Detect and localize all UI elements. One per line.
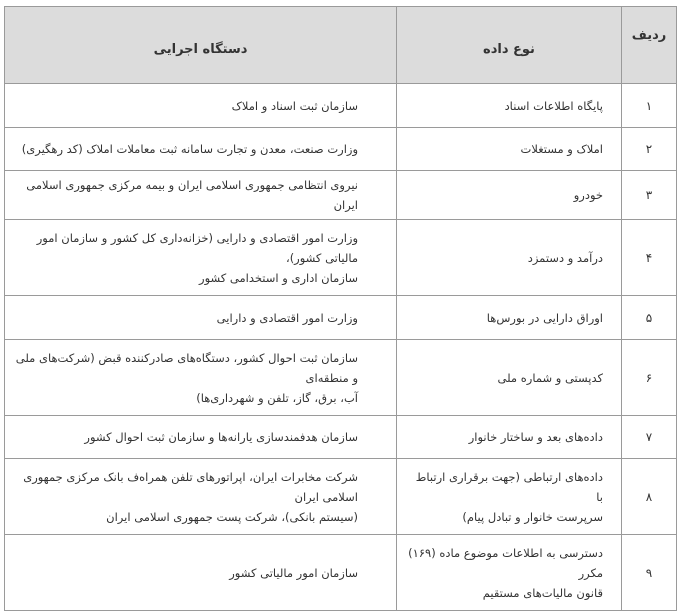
row-number: ۱ [622,84,677,128]
executive-body-text: سازمان ثبت اسناد و املاک [231,98,358,113]
executive-body-text: وزارت صنعت، معدن و تجارت سامانه ثبت معاملات املاک (کد رهگیری) [21,142,358,156]
table-row [5,296,677,340]
row-number: ۵ [622,296,677,340]
data-type-text: درآمد و دستمزد [527,250,603,265]
table-row [5,128,677,171]
data-type-text: کدپستی و شماره ملی [497,370,603,385]
executive-body-text: آب، برق، گاز، تلفن و شهرداری‌ها) [196,390,358,405]
executive-body-cell [5,84,397,128]
data-type-cell [397,535,622,611]
table-row [5,535,677,611]
header-data-type: نوع داده [397,7,622,84]
data-type-cell [397,340,622,416]
executive-body-text: سازمان ثبت احوال کشور، دستگاه‌های صادرکننده قبض (شرکت‌های ملی و منطقه‌ای [15,350,358,385]
data-type-cell [397,128,622,171]
data-type-cell [397,84,622,128]
executive-body-text: شرکت مخابرات ایران، اپراتورهای تلفن همراه‌ف بانک مرکزی جمهوری اسلامی ایران [23,469,358,504]
data-type-cell [397,296,622,340]
data-type-text: قانون مالیات‌های مستقیم [482,585,603,600]
row-number: ۴ [622,220,677,296]
table-row [5,416,677,459]
row-number: ۳ [622,171,677,220]
data-type-text: اوراق دارایی در بورس‌ها [486,310,603,325]
executive-body-text: نیروی انتظامی جمهوری اسلامی ایران و بیمه مرکزی جمهوری اسلامی ایران [26,178,358,212]
row-number: ۹ [622,535,677,611]
executive-body-cell [5,340,397,416]
data-type-text: املاک و مستغلات [520,142,603,156]
executive-body-text: سازمان امور مالیاتی کشور [229,565,358,580]
table-row [5,220,677,296]
data-type-text: سرپرست خانوار و تبادل پیام) [462,509,603,524]
row-number: ۸ [622,459,677,535]
data-type-cell [397,416,622,459]
table-row [5,340,677,416]
executive-body-cell [5,171,397,220]
data-type-cell [397,171,622,220]
executive-body-text: وزارت امور اقتصادی و دارایی (خزانه‌داری کل کشور و سازمان امور مالیاتی کشور)، [36,230,358,265]
executive-body-text: سازمان اداری و استخدامی کشور [199,270,358,285]
header-row [5,7,677,84]
executive-body-cell [5,220,397,296]
data-type-text: خودرو [573,188,603,202]
data-table [4,6,677,611]
table-row [5,171,677,220]
row-number: ۲ [622,128,677,171]
data-type-text: داده‌های بعد و ساختار خانوار [468,430,603,444]
data-type-text: داده‌های ارتباطی (جهت برقراری ارتباط با [415,469,603,504]
header-executive-body: دستگاه اجرایی [5,7,397,84]
executive-body-text: وزارت امور اقتصادی و دارایی [216,310,358,325]
data-type-text: دسترسی به اطلاعات موضوع ماده (۱۶۹) مکرر [408,545,603,580]
data-type-cell [397,220,622,296]
table-row [5,459,677,535]
executive-body-cell [5,459,397,535]
executive-body-text: سازمان هدفمندسازی یارانه‌ها و سازمان ثبت احوال کشور [84,430,358,444]
header-row-number: ردیف [622,7,677,84]
executive-body-text: (سیستم بانکی)، شرکت پست جمهوری اسلامی ایران [106,509,358,524]
data-type-text: پایگاه اطلاعات اسناد [504,98,603,113]
row-number: ۷ [622,416,677,459]
executive-body-cell [5,296,397,340]
table-row [5,84,677,128]
row-number: ۶ [622,340,677,416]
executive-body-cell [5,535,397,611]
executive-body-cell [5,128,397,171]
executive-body-cell [5,416,397,459]
data-type-cell [397,459,622,535]
